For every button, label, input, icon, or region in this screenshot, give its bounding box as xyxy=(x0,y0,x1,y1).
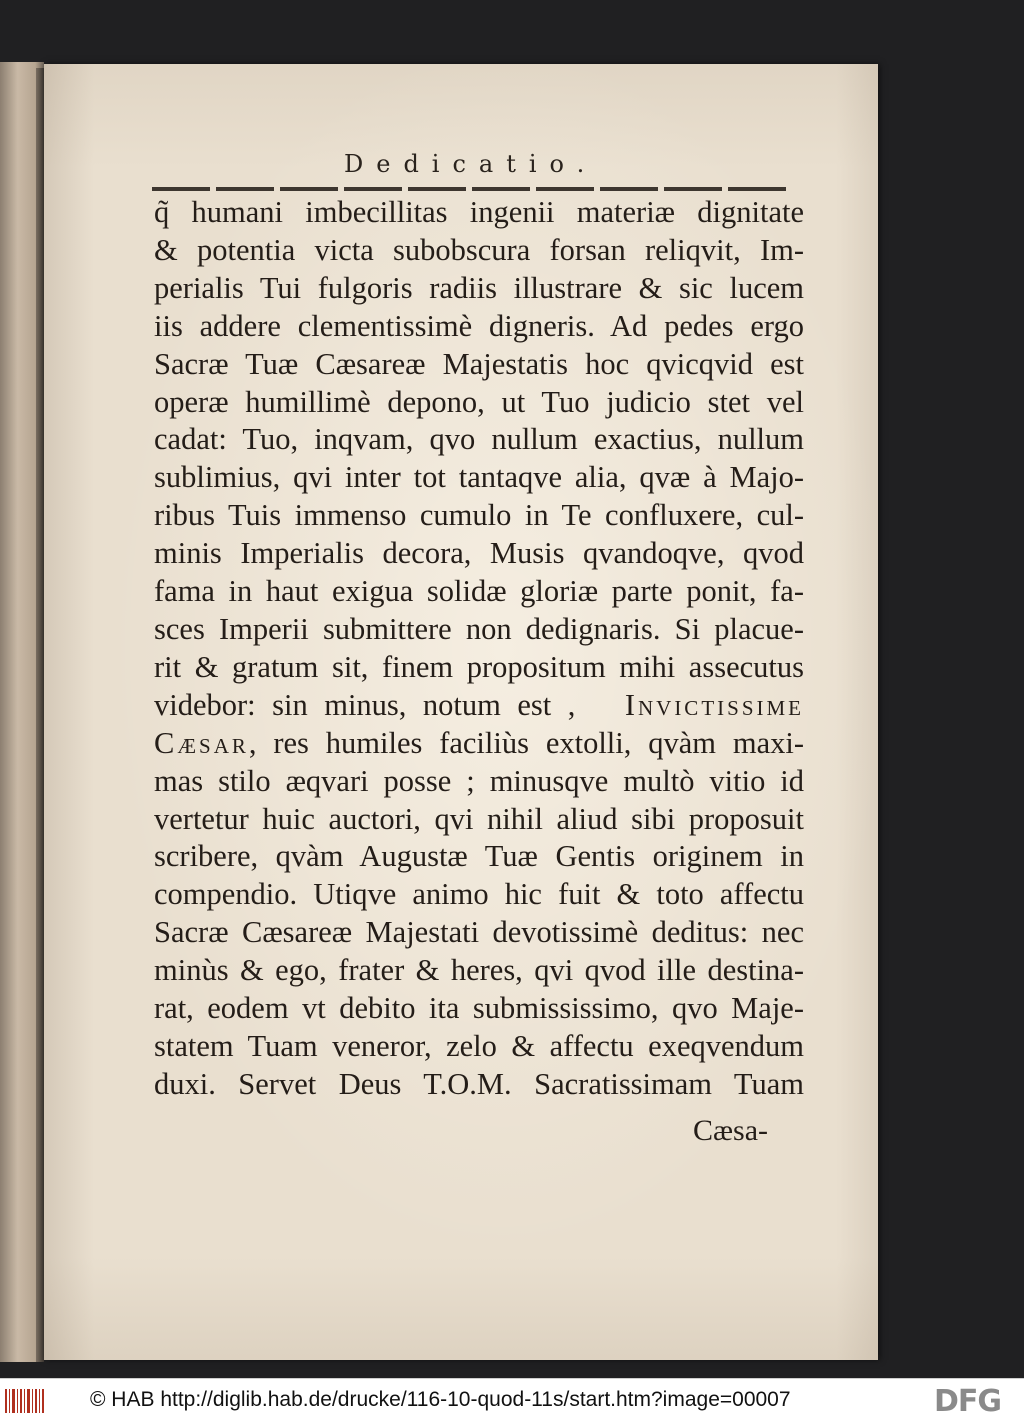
text-line: operæ humillimè depono, ut Tuo judicio stet vel xyxy=(154,384,804,419)
smallcaps-word: Invictissime xyxy=(624,687,804,722)
text-line: minis Imperialis decora, Musis qvandoqve, qvod xyxy=(154,536,804,571)
text-line: fama in haut exigua solidæ gloriæ parte ponit, fa- xyxy=(154,574,804,609)
text-line: iis addere clementissimè digneris. Ad pedes ergo xyxy=(154,308,804,343)
text-line: perialis Tui fulgoris radiis illustrare & sic lucem xyxy=(154,270,804,305)
text-line: rat, eodem vt debito ita submississimo, qvo Maje- xyxy=(154,991,804,1026)
text-line: sces Imperii submittere non dedignaris. Si placue- xyxy=(154,611,804,646)
dedication-text xyxy=(154,194,804,1104)
barcode-icon xyxy=(4,1387,46,1415)
page-gutter xyxy=(36,68,44,1362)
text-fragment: videbor: sin minus, notum est , xyxy=(154,687,576,722)
text-line: scribere, qvàm Augustæ Tuæ Gentis originem in xyxy=(154,839,804,874)
text-line: q̃ humani imbecillitas ingenii materiæ dignitate xyxy=(154,195,804,229)
header-rule xyxy=(152,187,792,191)
text-line: Sacræ Tuæ Cæsareæ Majestatis hoc qvicqvid est xyxy=(154,346,804,381)
text-line-with-smallcaps xyxy=(154,725,804,763)
text-line: vertetur huic auctori, qvi nihil aliud sibi proposuit xyxy=(154,801,804,836)
text-line: statem Tuam veneror, zelo & affectu exeqvendum xyxy=(154,1028,804,1063)
text-line: minùs & ego, frater & heres, qvi qvod ille destina- xyxy=(154,953,804,988)
source-credit-link[interactable]: © HAB http://diglib.hab.de/drucke/116-10-quod-11s/start.htm?image=00007 xyxy=(90,1388,791,1411)
footer-bar xyxy=(0,1378,1024,1423)
text-line: & potentia victa subobscura forsan reliqvit, Im- xyxy=(154,232,804,267)
text-line: compendio. Utiqve animo hic fuit & toto affectu xyxy=(154,877,804,912)
text-line: mas stilo æqvari posse ; minusqve multò vitio id xyxy=(154,763,804,798)
text-line: sublimius, qvi inter tot tantaqve alia, qvæ à Majo- xyxy=(154,460,804,495)
running-header: Dedicatio. xyxy=(344,150,598,178)
text-line: Sacræ Cæsareæ Majestati devotissimè deditus: nec xyxy=(154,915,804,950)
smallcaps-word: Cæsar xyxy=(154,725,249,760)
text-line: rit & gratum sit, finem propositum mihi assecutus xyxy=(154,649,804,684)
text-line: duxi. Servet Deus T.O.M. Sacratissimam Tuam xyxy=(154,1066,804,1101)
text-line: ribus Tuis immenso cumulo in Te confluxere, cul- xyxy=(154,498,804,533)
dfg-logo: DFG xyxy=(934,1384,1002,1419)
text-line: cadat: Tuo, inqvam, qvo nullum exactius, nullum xyxy=(154,422,804,457)
book-page xyxy=(44,64,878,1360)
text-line-with-smallcaps xyxy=(154,687,804,725)
catchword: Cæsa- xyxy=(693,1114,768,1147)
text-fragment: , res humiles faciliùs extolli, qvàm maxi- xyxy=(248,725,804,760)
